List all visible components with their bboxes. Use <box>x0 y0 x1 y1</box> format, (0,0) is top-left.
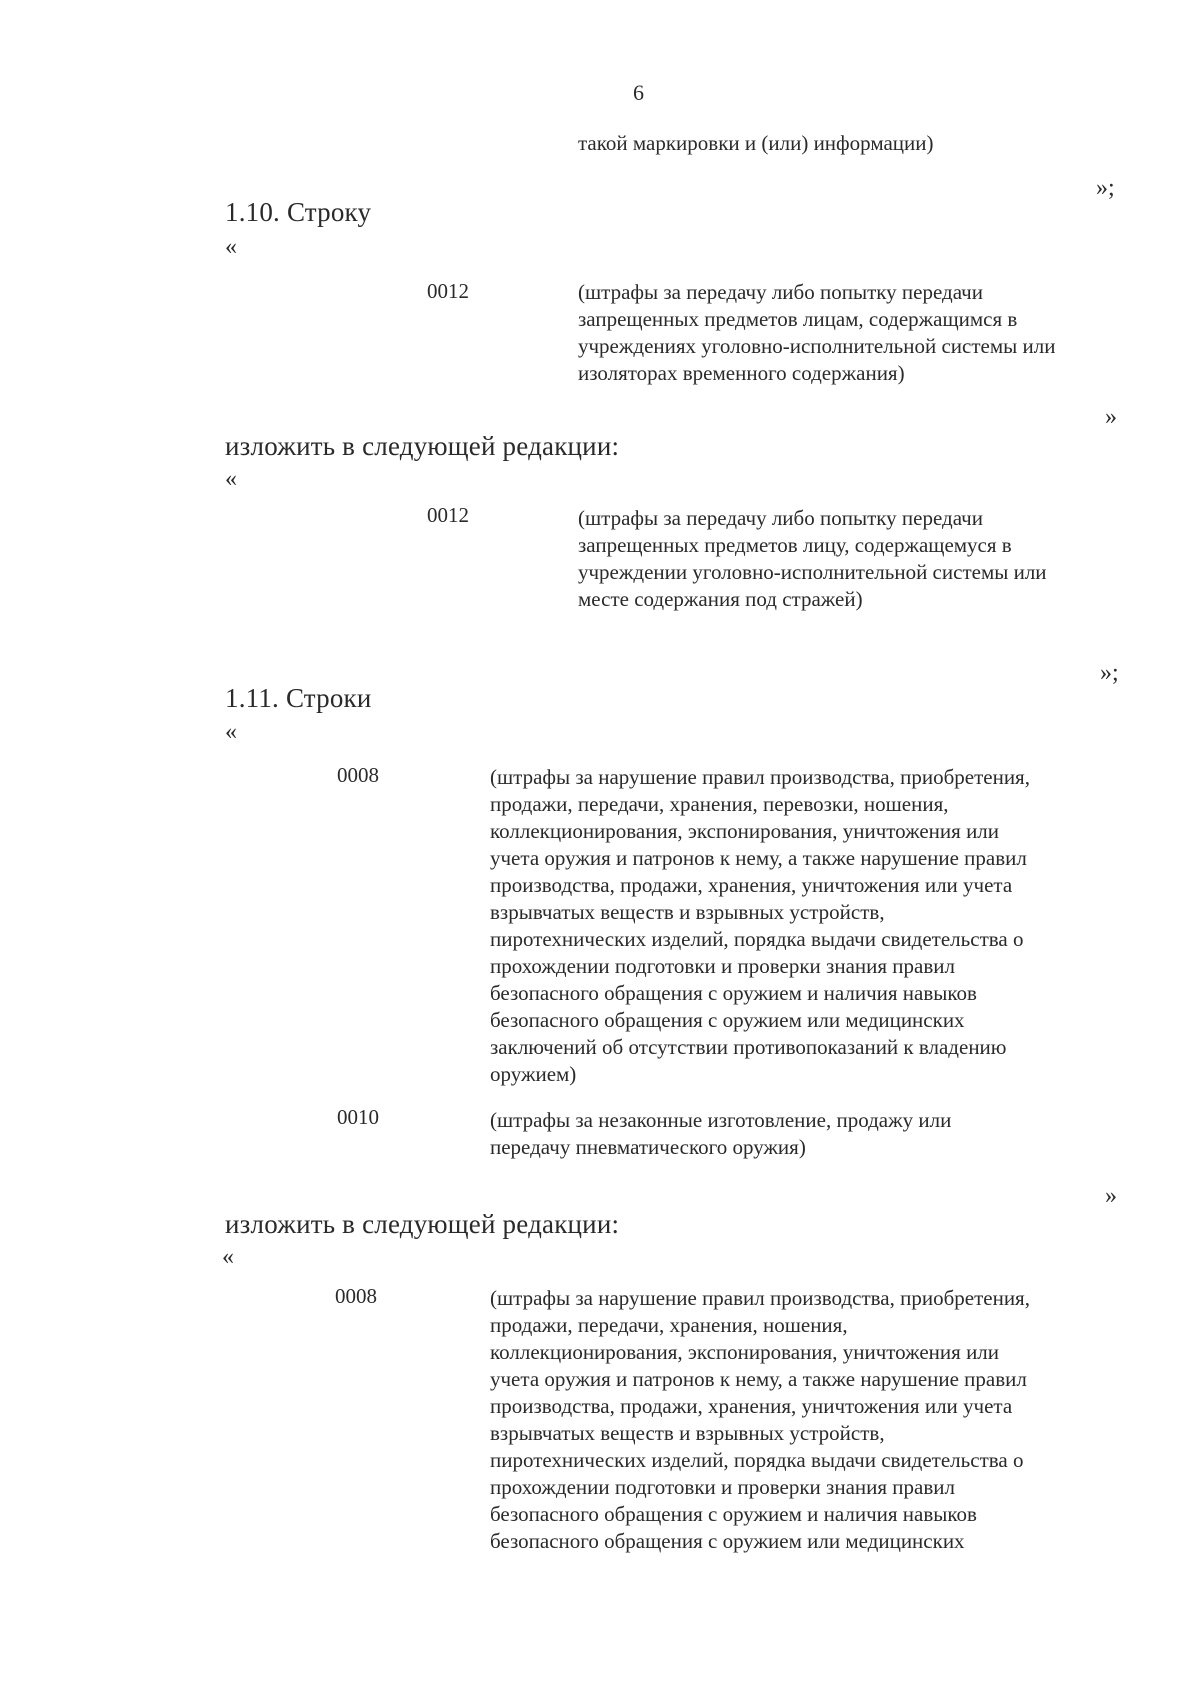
close-quote: »; <box>1100 660 1119 686</box>
description-line: производства, продажи, хранения, уничтожения или учета <box>490 1394 1013 1418</box>
description-line: (штрафы за передачу либо попытку передачи <box>578 280 983 304</box>
description-line: взрывчатых веществ и взрывных устройств, <box>490 900 885 924</box>
description-line: месте содержания под стражей) <box>578 587 863 611</box>
row-code: 0010 <box>337 1105 379 1129</box>
open-quote: « <box>225 466 237 492</box>
description-line: (штрафы за нарушение правил производства, приобретения, <box>490 765 1030 789</box>
description-line: (штрафы за незаконные изготовление, продажу или <box>490 1108 952 1132</box>
description-line: запрещенных предметов лицам, содержащимся в <box>578 307 1018 331</box>
row-description <box>578 505 1047 613</box>
description-line: производства, продажи, хранения, уничтожения или учета <box>490 873 1013 897</box>
section-heading: 1.10. Строку <box>225 197 372 227</box>
description-line: учреждении уголовно-исполнительной системы или <box>578 560 1047 584</box>
description-line: (штрафы за передачу либо попытку передачи <box>578 506 983 530</box>
description-line: безопасного обращения с оружием или медицинских <box>490 1008 965 1032</box>
description-line: коллекционирования, экспонирования, уничтожения или <box>490 1340 1000 1364</box>
close-quote: »; <box>1096 175 1115 201</box>
description-line: заключений об отсутствии противопоказаний к владению <box>490 1035 1007 1059</box>
row-description <box>490 1285 1030 1555</box>
description-line: учета оружия и патронов к нему, а также нарушение правил <box>490 846 1027 870</box>
row-description <box>578 279 1055 387</box>
page-number: 6 <box>633 80 644 105</box>
description-line: такой маркировки и (или) информации) <box>578 131 934 155</box>
description-line: коллекционирования, экспонирования, уничтожения или <box>490 819 1000 843</box>
description-line: оружием) <box>490 1062 577 1086</box>
close-quote: » <box>1105 1183 1117 1209</box>
row-description <box>490 764 1030 1088</box>
description-line: безопасного обращения с оружием или медицинских <box>490 1529 965 1553</box>
description-line: продажи, передачи, хранения, ношения, <box>490 1313 848 1337</box>
replace-heading: изложить в следующей редакции: <box>225 431 620 461</box>
row-code: 0008 <box>337 763 379 787</box>
description-line: передачу пневматического оружия) <box>490 1135 806 1159</box>
description-line: пиротехнических изделий, порядка выдачи свидетельства о <box>490 1448 1024 1472</box>
description-line: взрывчатых веществ и взрывных устройств, <box>490 1421 885 1445</box>
continuation-description <box>578 130 934 157</box>
row-description <box>490 1107 951 1161</box>
section-heading: 1.11. Строки <box>225 683 372 713</box>
replace-heading: изложить в следующей редакции: <box>225 1209 620 1239</box>
open-quote: « <box>222 1244 234 1270</box>
description-line: прохождении подготовки и проверки знания правил <box>490 1475 955 1499</box>
open-quote: « <box>225 719 237 745</box>
row-code: 0008 <box>335 1284 377 1308</box>
description-line: запрещенных предметов лицу, содержащемуся в <box>578 533 1012 557</box>
description-line: пиротехнических изделий, порядка выдачи свидетельства о <box>490 927 1024 951</box>
description-line: изоляторах временного содержания) <box>578 361 905 385</box>
description-line: продажи, передачи, хранения, перевозки, ношения, <box>490 792 949 816</box>
open-quote: « <box>225 234 237 260</box>
close-quote: » <box>1105 404 1117 430</box>
description-line: учета оружия и патронов к нему, а также нарушение правил <box>490 1367 1027 1391</box>
description-line: прохождении подготовки и проверки знания правил <box>490 954 955 978</box>
row-code: 0012 <box>427 279 469 303</box>
row-code: 0012 <box>427 503 469 527</box>
description-line: (штрафы за нарушение правил производства, приобретения, <box>490 1286 1030 1310</box>
description-line: безопасного обращения с оружием и наличия навыков <box>490 981 977 1005</box>
description-line: безопасного обращения с оружием и наличия навыков <box>490 1502 977 1526</box>
description-line: учреждениях уголовно-исполнительной системы или <box>578 334 1056 358</box>
